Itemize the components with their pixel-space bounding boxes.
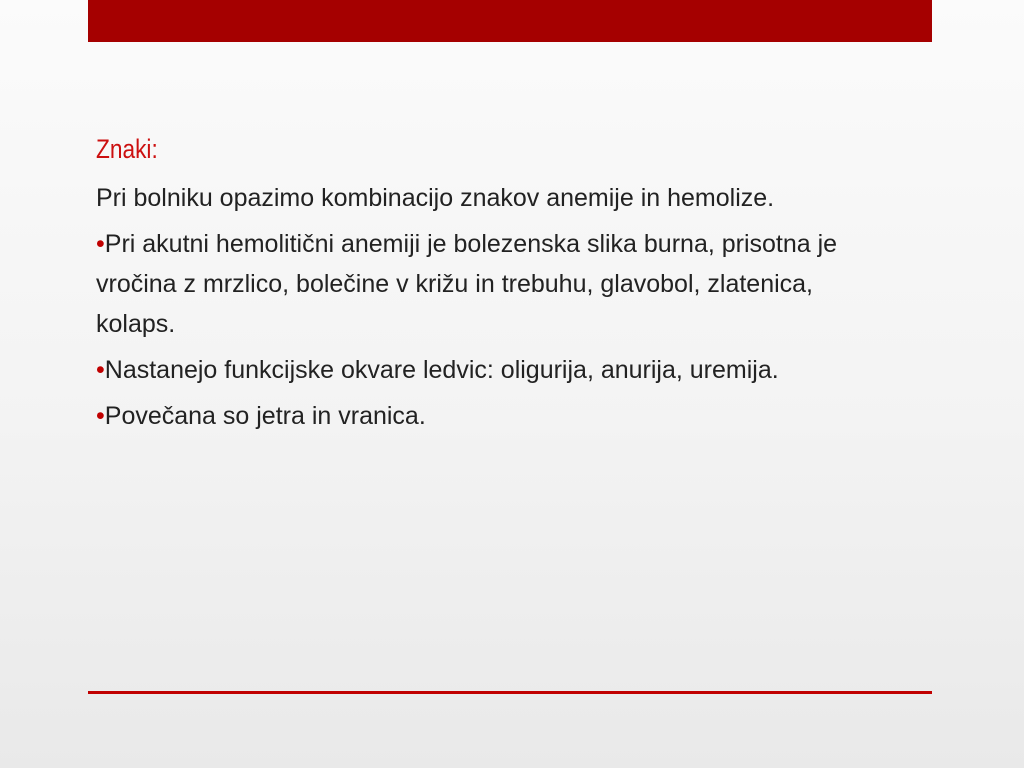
bullet-dot-icon: • [96,230,105,258]
slide-content [96,132,896,442]
bullet-item-3 [96,396,896,436]
bullet-text-3: Povečana so jetra in vranica. [104,402,426,430]
bullet-text-2: Nastanejo funkcijske okvare ledvic: oligurija, anurija, uremija. [104,356,779,384]
intro-paragraph: Pri bolniku opazimo kombinacijo znakov anemije in hemolize. [96,184,775,212]
bullet-item-1 [96,224,896,344]
top-accent-bar [88,0,932,42]
bullet-item-2 [96,350,896,390]
bottom-divider-line [88,691,932,694]
bullet-dot-icon: • [96,402,105,430]
slide-heading: Znaki: [96,134,158,164]
bullet-dot-icon: • [96,356,105,384]
bullet-text-1: Pri akutni hemolitični anemiji je bolezenska slika burna, prisotna je vročina z mrzlico, bolečine v križu in trebuhu, glavobol, zlatenica, kolaps. [96,230,838,338]
